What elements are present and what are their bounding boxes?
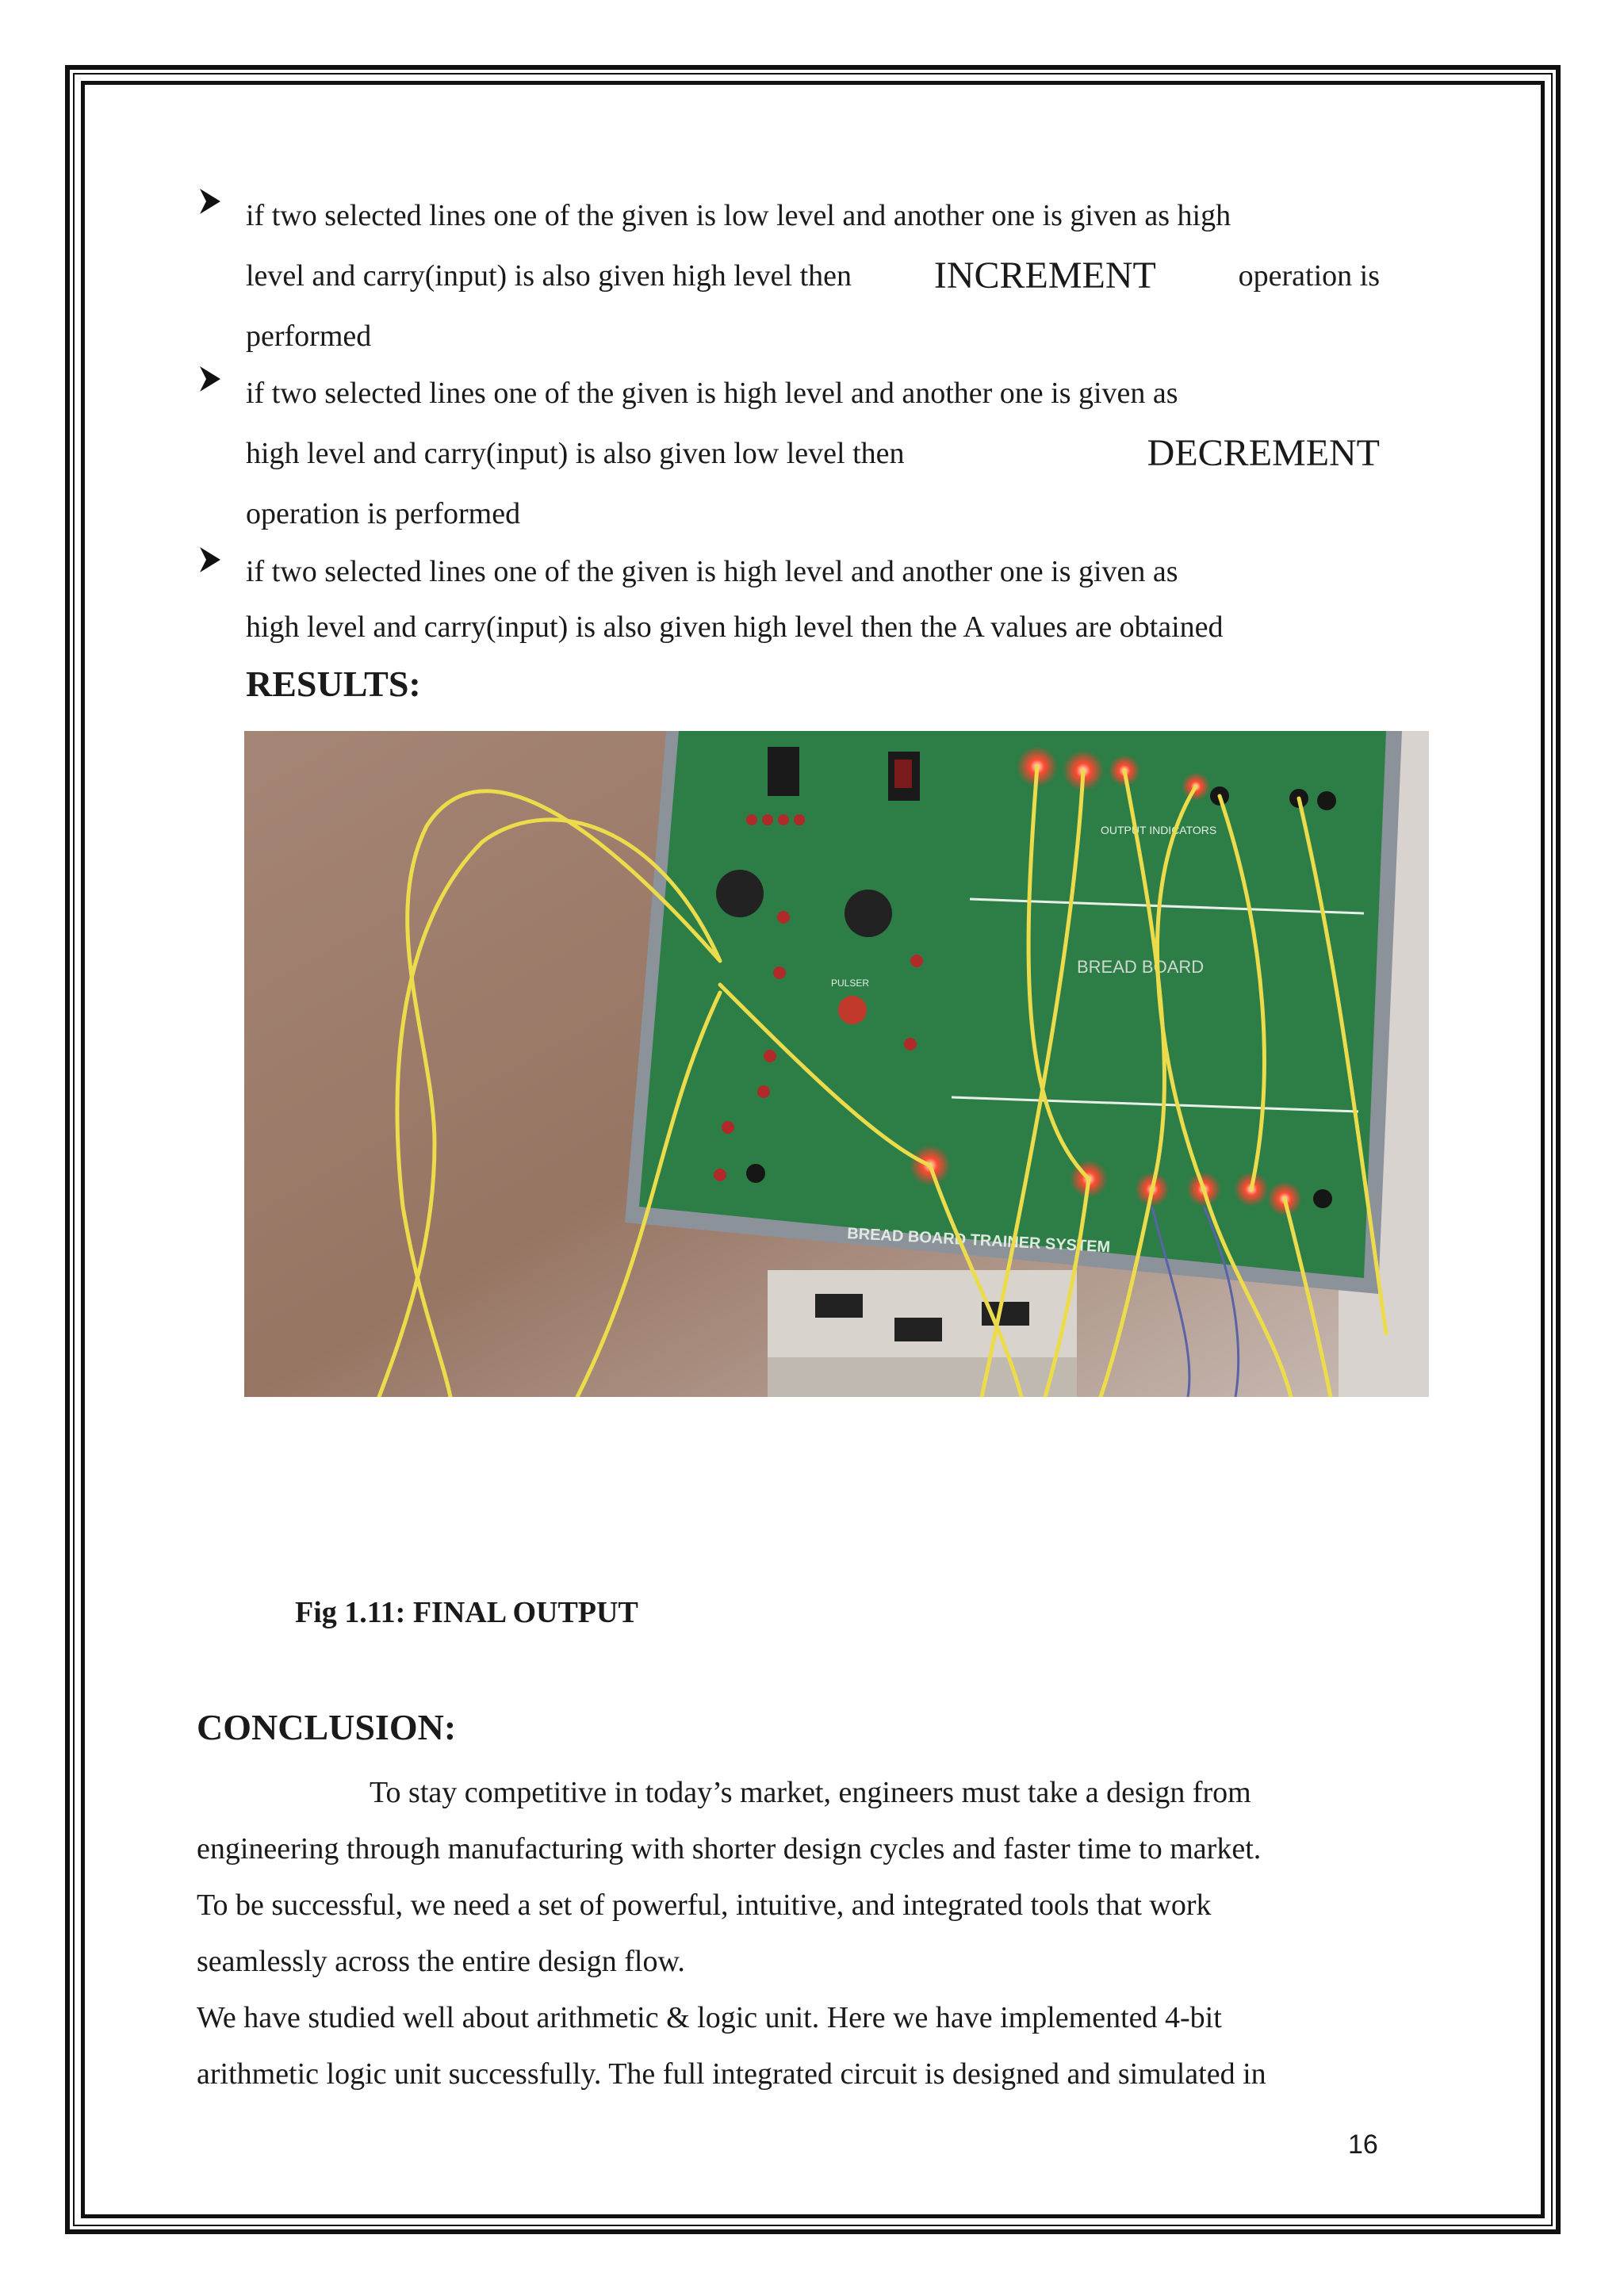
page-number: 16 — [1348, 2130, 1378, 2160]
final-output-photo — [244, 731, 1429, 1397]
bullet-line: level and carry(input) is also given high level then INCREMENT operation is — [246, 246, 1380, 306]
bullet-item — [246, 363, 1380, 544]
bullet-item — [246, 186, 1380, 366]
bullet-line: if two selected lines one of the given is high level and another one is given as — [246, 377, 1178, 410]
bullet-line: high level and carry(input) is also given low level then DECREMENT — [246, 423, 1380, 484]
paragraph-line: seamlessly across the entire design flow. — [197, 1945, 685, 1978]
bullet-line: performed — [246, 320, 372, 353]
paragraph-line: To stay competitive in today’s market, engineers must take a design from — [370, 1776, 1251, 1809]
output-indicators-label: OUTPUT INDICATORS — [1101, 824, 1217, 836]
paragraph-line: engineering through manufacturing with shorter design cycles and faster time to market. — [197, 1832, 1262, 1866]
bread-board-label: BREAD BOARD — [1077, 957, 1205, 977]
trainer-system-label: BREAD BOARD TRAINER SYSTEM — [846, 1225, 1111, 1257]
bullet-line: if two selected lines one of the given is low level and another one is given as high — [246, 199, 1231, 232]
bullet-item — [246, 544, 1380, 655]
arrow-bullet-icon — [198, 545, 222, 574]
conclusion-heading: CONCLUSION: — [197, 1707, 457, 1747]
paragraph-line: arithmetic logic unit successfully. The full integrated circuit is designed and simulated in — [197, 2057, 1266, 2091]
arrow-bullet-icon — [198, 365, 222, 393]
paragraph-line: To be successful, we need a set of powerful, intuitive, and integrated tools that work — [197, 1888, 1212, 1922]
bullet-line: operation is performed — [246, 497, 521, 530]
decrement-keyword: DECREMENT — [1147, 432, 1380, 474]
pulser-label: PULSER — [831, 978, 870, 989]
arrow-bullet-icon — [198, 187, 222, 216]
bullet-line: if two selected lines one of the given is high level and another one is given as — [246, 555, 1178, 588]
figure-caption: Fig 1.11: FINAL OUTPUT — [295, 1596, 638, 1629]
bullet-line: high level and carry(input) is also given high level then the A values are obtained — [246, 610, 1224, 644]
increment-keyword: INCREMENT — [933, 254, 1156, 297]
conclusion-paragraph — [197, 1765, 1381, 2103]
paragraph-line: We have studied well about arithmetic & logic unit. Here we have implemented 4-bit — [197, 2001, 1222, 2034]
results-heading: RESULTS: — [246, 664, 421, 704]
